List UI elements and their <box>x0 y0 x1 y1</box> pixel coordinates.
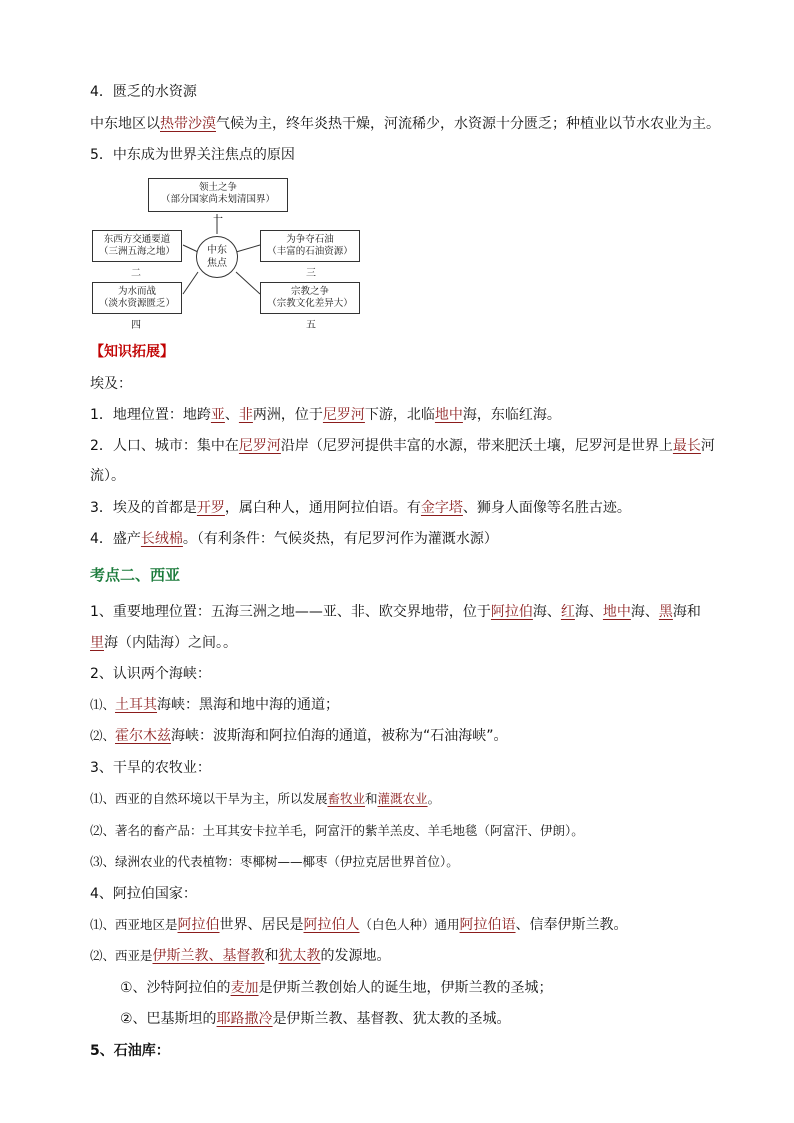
answer-blank: 阿拉伯语 <box>459 917 516 933</box>
diagram-box-transport: 东西方交通要道 （三洲五海之地） <box>92 230 182 262</box>
west-asia-item-2a: ⑴、土耳其海峡：黑海和地中海的通道； <box>90 697 340 713</box>
answer-blank: 金字塔 <box>420 500 463 516</box>
answer-blank: 红 <box>560 604 575 620</box>
answer-blank: 尼罗河 <box>238 438 281 454</box>
diagram-number-1: 一 <box>213 214 223 225</box>
west-asia-item-3a: ⑴、西亚的自然环境以干旱为主，所以发展畜牧业和灌溉农业。 <box>90 791 441 806</box>
answer-blank: 阿拉伯人 <box>303 917 360 933</box>
answer-blank: 伊斯兰教、基督教 <box>152 948 265 964</box>
answer-blank: 长绒棉 <box>140 531 183 547</box>
answer-blank: 热带沙漠 <box>160 116 216 132</box>
answer-blank: 耶路撒冷 <box>216 1011 273 1027</box>
egypt-item-2-cont: 流）。 <box>90 468 125 484</box>
answer-blank: 非 <box>238 407 253 423</box>
egypt-item-3: 3．埃及的首都是开罗，属白种人，通用阿拉伯语。有金字塔、狮身人面像等名胜古迹。 <box>90 500 631 516</box>
answer-blank: 犹太教 <box>278 948 321 964</box>
section-4-body: 中东地区以热带沙漠气候为主，终年炎热干燥，河流稀少，水资源十分匮乏；种植业以节水农业为主。 <box>90 116 720 132</box>
diagram-number-2: 二 <box>131 268 141 279</box>
answer-blank: 灌溉农业 <box>377 791 428 806</box>
middle-east-focus-diagram <box>90 172 370 332</box>
egypt-item-4: 4．盛产长绒棉。（有利条件：气候炎热，有尼罗河作为灌溉水源） <box>90 531 498 547</box>
answer-blank: 阿拉伯 <box>490 604 533 620</box>
west-asia-item-1: 1、重要地理位置：五海三洲之地——亚、非、欧交界地带，位于阿拉伯海、红海、地中海、黑海和 <box>90 604 701 620</box>
topic-2-heading: 考点二、西亚 <box>90 566 181 584</box>
egypt-label: 埃及： <box>90 376 132 392</box>
west-asia-item-3c: ⑶、绿洲农业的代表植物：枣椰树——椰枣（伊拉克居世界首位）。 <box>90 854 459 869</box>
answer-blank: 地中 <box>434 407 463 423</box>
west-asia-item-3b: ⑵、著名的畜产品：土耳其安卡拉羊毛，阿富汗的紫羊羔皮、羊毛地毯（阿富汗、伊朗）。 <box>90 823 584 838</box>
diagram-center-circle: 中东 焦点 <box>196 236 238 278</box>
west-asia-item-2: 2、认识两个海峡： <box>90 666 211 682</box>
answer-blank: 里 <box>90 635 104 651</box>
diagram-box-territory: 领土之争 （部分国家尚未划清国界） <box>148 178 288 212</box>
answer-blank: 黑 <box>658 604 673 620</box>
diagram-number-5: 五 <box>306 320 316 331</box>
knowledge-extension-heading: 【知识拓展】 <box>90 344 174 360</box>
west-asia-item-1-cont: 里海（内陆海）之间。。 <box>90 635 237 651</box>
west-asia-item-4b: ⑵、西亚是伊斯兰教、基督教和犹太教的发源地。 <box>90 948 391 964</box>
west-asia-item-4b-2: ②、巴基斯坦的耶路撒冷是伊斯兰教、基督教、犹太教的圣城。 <box>120 1011 511 1027</box>
west-asia-item-4b-1: ①、沙特阿拉伯的麦加是伊斯兰教创始人的诞生地，伊斯兰教的圣城； <box>120 980 553 996</box>
section-4-title: 4．匮乏的水资源 <box>90 84 197 100</box>
answer-blank: 土耳其 <box>115 697 158 713</box>
answer-blank: 尼罗河 <box>322 407 365 423</box>
egypt-item-2: 2．人口、城市：集中在尼罗河沿岸（尼罗河提供丰富的水源，带来肥沃土壤，尼罗河是世界上最长河 <box>90 438 715 454</box>
west-asia-item-2b: ⑵、霍尔木兹海峡：波斯海和阿拉伯海的通道，被称为“石油海峡”。 <box>90 728 508 744</box>
diagram-number-3: 三 <box>306 268 316 279</box>
diagram-box-water: 为水而战 （淡水资源匮乏） <box>92 282 182 314</box>
answer-blank: 最长 <box>672 438 701 454</box>
section-5-title: 5．中东成为世界关注焦点的原因 <box>90 147 295 163</box>
diagram-box-religion: 宗教之争 （宗教文化差异大） <box>260 282 360 314</box>
answer-blank: 亚 <box>210 407 225 423</box>
answer-blank: 畜牧业 <box>327 791 366 806</box>
west-asia-item-4a: ⑴、西亚地区是阿拉伯世界、居民是阿拉伯人（白色人种）通用阿拉伯语、信奉伊斯兰教。 <box>90 917 628 933</box>
answer-blank: 麦加 <box>230 980 259 996</box>
west-asia-item-4: 4、阿拉伯国家： <box>90 886 197 902</box>
west-asia-item-3: 3、干旱的农牧业： <box>90 760 211 776</box>
diagram-number-4: 四 <box>131 320 141 331</box>
answer-blank: 开罗 <box>196 500 225 516</box>
west-asia-item-5: 5、石油库： <box>90 1043 170 1059</box>
egypt-item-1: 1．地理位置：地跨亚、非两洲，位于尼罗河下游，北临地中海，东临红海。 <box>90 407 561 423</box>
answer-blank: 霍尔木兹 <box>115 728 172 744</box>
diagram-box-oil: 为争夺石油 （丰富的石油资源） <box>260 230 360 262</box>
answer-blank: 地中 <box>602 604 631 620</box>
answer-blank: 阿拉伯 <box>177 917 220 933</box>
